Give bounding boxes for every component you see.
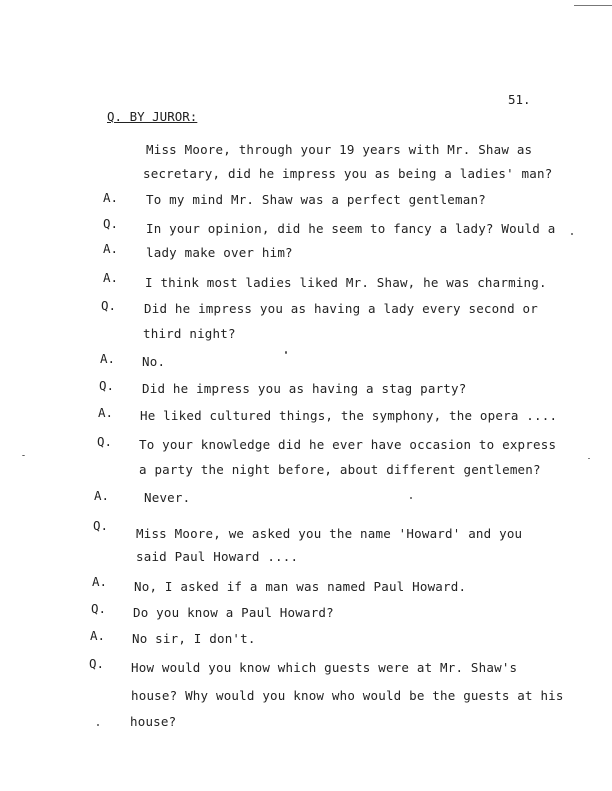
- speaker-label: A.: [90, 628, 106, 643]
- transcript-text: said Paul Howard ....: [136, 549, 299, 564]
- transcript-text: Miss Moore, through your 19 years with Mr. Shaw as: [146, 142, 533, 157]
- transcript-text: I think most ladies liked Mr. Shaw, he was charming.: [145, 275, 547, 290]
- speaker-label: Q.: [91, 601, 107, 616]
- scan-edge-mark: [574, 5, 612, 6]
- transcript-text: Do you know a Paul Howard?: [133, 605, 334, 620]
- speaker-label: A.: [103, 270, 119, 285]
- transcript-text: No sir, I don't.: [132, 631, 256, 646]
- page-number: 51.: [508, 92, 531, 107]
- transcript-text: a party the night before, about different gentlemen?: [139, 462, 541, 477]
- scan-speck: [588, 458, 590, 459]
- transcript-text: How would you know which guests were at Mr. Shaw's: [131, 660, 518, 675]
- transcript-text: Miss Moore, we asked you the name 'Howard' and you: [136, 526, 523, 541]
- transcript-text: No, I asked if a man was named Paul Howard.: [134, 579, 467, 594]
- transcript-text: Did he impress you as having a stag party?: [142, 381, 467, 396]
- transcript-text: secretary, did he impress you as being a ladies' man?: [143, 166, 553, 181]
- speaker-label: A.: [100, 351, 116, 366]
- transcript-text: Never.: [144, 490, 191, 505]
- scan-speck: [22, 455, 25, 456]
- transcript-text: He liked cultured things, the symphony, the opera ....: [140, 408, 558, 423]
- transcript-text: To my mind Mr. Shaw was a perfect gentleman?: [146, 192, 486, 207]
- scan-speck: [410, 497, 412, 499]
- speaker-label: Q.: [99, 378, 115, 393]
- speaker-label: A.: [103, 241, 119, 256]
- section-heading: Q. BY JUROR:: [107, 109, 198, 124]
- speaker-label: A.: [98, 405, 114, 420]
- transcript-text: In your opinion, did he seem to fancy a lady? Would a: [146, 221, 556, 236]
- speaker-label: Q.: [101, 298, 117, 313]
- speaker-label: Q.: [103, 216, 119, 231]
- transcript-text: house?: [130, 714, 177, 729]
- speaker-label: A.: [103, 190, 119, 205]
- transcript-text: third night?: [143, 326, 236, 341]
- speaker-label: A.: [92, 574, 108, 589]
- speaker-label: Q.: [97, 434, 113, 449]
- scan-speck: [97, 724, 99, 726]
- scan-speck: [285, 351, 287, 354]
- speaker-label: A.: [94, 488, 110, 503]
- speaker-label: Q.: [93, 518, 109, 533]
- transcript-text: lady make over him?: [146, 245, 293, 260]
- transcript-text: To your knowledge did he ever have occasion to express: [139, 437, 557, 452]
- transcript-text: Did he impress you as having a lady every second or: [144, 301, 539, 316]
- transcript-text: No.: [142, 354, 166, 369]
- transcript-text: house? Why would you know who would be the guests at his: [131, 688, 564, 703]
- scan-speck: [571, 233, 573, 235]
- speaker-label: Q.: [89, 656, 105, 671]
